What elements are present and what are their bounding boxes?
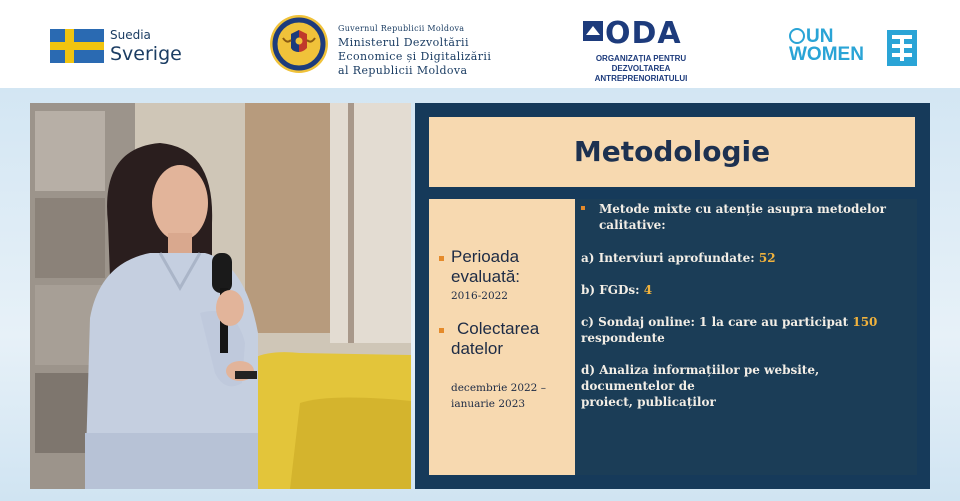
collection-heading-2: datelor xyxy=(451,339,503,358)
collection-item xyxy=(451,319,539,359)
fgds-label: b) FGDs: xyxy=(581,283,644,297)
bullet-icon xyxy=(581,206,585,210)
sweden-label-sv: Sverige xyxy=(110,43,182,65)
sweden-flag-icon xyxy=(50,29,104,63)
unwomen-mark-icon xyxy=(887,30,917,66)
survey-label: c) Sondaj online: 1 la care au participat xyxy=(581,315,853,329)
methods-line-2: calitative: xyxy=(599,218,666,232)
fgds-value: 4 xyxy=(643,283,653,297)
period-heading-1: Perioada xyxy=(451,247,520,266)
slide-right-panel xyxy=(575,199,917,475)
analysis-line-1: d) Analiza informațiilor pe website, documentelor de xyxy=(581,363,820,393)
speaker-video xyxy=(30,103,411,489)
oda-subtitle-2: ANTREPRENORIATULUI xyxy=(594,74,688,83)
ministry-name xyxy=(338,22,491,78)
unwomen-women: WOMEN xyxy=(789,44,864,65)
collection-heading-1: Colectarea xyxy=(457,319,540,338)
oda-logo xyxy=(571,16,711,84)
slide-left-panel xyxy=(429,199,575,475)
ministry-line-3: al Republicii Moldova xyxy=(338,64,468,77)
period-detail: 2016-2022 xyxy=(451,290,508,302)
ministry-line-1: Ministerul Dezvoltării xyxy=(338,36,469,49)
moldova-seal-icon xyxy=(269,14,329,74)
speaker-photo xyxy=(30,103,411,489)
bullet-icon xyxy=(439,328,444,333)
slide-title: Metodologie xyxy=(573,135,771,168)
un-globe-icon xyxy=(789,28,805,44)
unwomen-logo xyxy=(789,28,917,70)
collection-detail-2: ianuarie 2023 xyxy=(451,398,526,410)
government-label: Guvernul Republicii Moldova xyxy=(338,24,465,33)
period-item xyxy=(451,247,520,303)
survey-value: 150 xyxy=(852,315,878,329)
oda-wordmark: ODA xyxy=(605,16,682,51)
oda-mark-icon xyxy=(583,21,603,41)
analysis-line-2: proiect, publicaților xyxy=(581,395,716,409)
unwomen-un: UN xyxy=(806,26,834,47)
item-fgds xyxy=(581,282,911,298)
survey-line-2: respondente xyxy=(581,331,665,345)
interviews-label: a) Interviuri aprofundate: xyxy=(581,251,759,265)
slide-title-box xyxy=(429,117,915,187)
logo-header xyxy=(0,0,960,88)
methods-line-1: Metode mixte cu atenție asupra metodelor xyxy=(599,202,886,216)
ministry-line-2: Economice și Digitalizării xyxy=(338,50,492,63)
item-survey xyxy=(581,314,911,346)
methods-bullet xyxy=(599,201,909,233)
collection-detail-1: decembrie 2022 – xyxy=(451,382,546,394)
oda-subtitle-1: ORGANIZAȚIA PENTRU DEZVOLTAREA xyxy=(595,54,687,73)
presentation-slide xyxy=(415,103,930,489)
bullet-icon xyxy=(439,256,444,261)
interviews-value: 52 xyxy=(758,251,776,265)
period-heading-2: evaluată: xyxy=(451,267,520,286)
sweden-label-ro: Suedia xyxy=(110,28,151,42)
item-interviews xyxy=(581,250,911,266)
collection-dates xyxy=(451,379,546,411)
item-analysis xyxy=(581,362,911,410)
